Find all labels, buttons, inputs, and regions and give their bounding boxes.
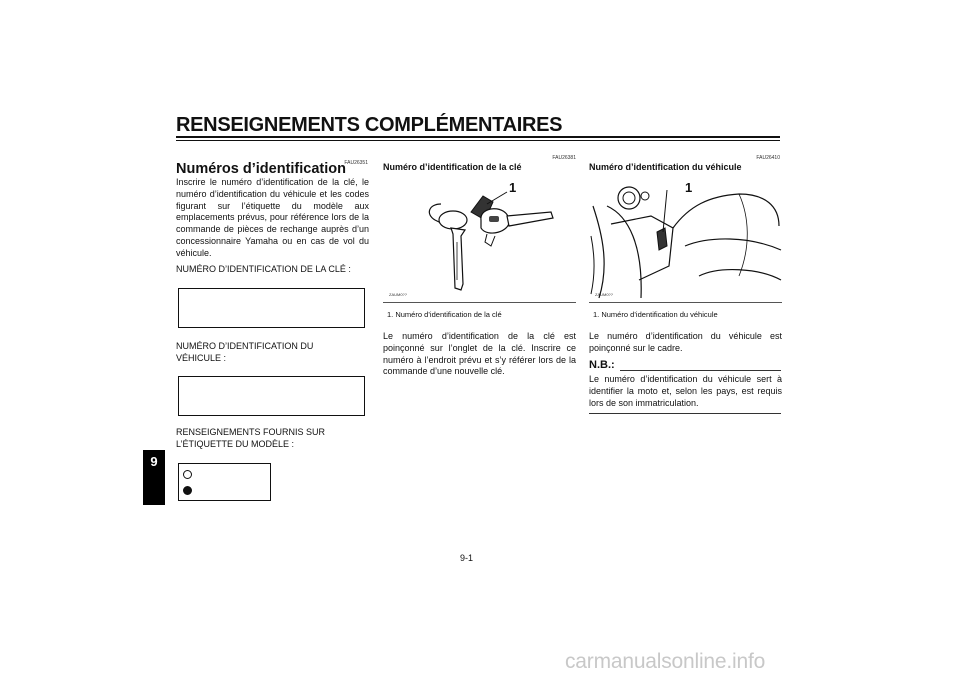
key-paragraph: Le numéro d’identification de la clé est poinçonné sur l’onglet de la clé. Inscrire ce numéro à l’endroit prévu et s’y référer lors de la commande d’une nouvelle clé. — [383, 331, 576, 377]
empty-circle-icon — [183, 470, 192, 479]
vehicle-number-label: NUMÉRO D’IDENTIFICATION DU — [176, 341, 314, 351]
section-code: FAU26381 — [552, 155, 576, 161]
key-number-label: NUMÉRO D’IDENTIFICATION DE LA CLÉ : — [176, 264, 351, 274]
nb-end-rule — [589, 413, 781, 414]
section-heading: Numéros d’identification — [176, 161, 346, 177]
nb-rule — [620, 370, 781, 371]
vehicle-figure — [589, 176, 782, 300]
section-heading: Numéro d’identification du véhicule — [589, 162, 742, 172]
figure-caption: 1. Numéro d’identification du véhicule — [593, 310, 718, 319]
nb-text: Le numéro d’identification du véhicule sert à identifier la moto et, selon les pays, est requis lors de son immatriculation. — [589, 374, 782, 408]
watermark[interactable]: carmanualsonline.info — [565, 650, 766, 673]
title-rule — [176, 136, 780, 138]
figure-code: ZAUM0?? — [595, 292, 614, 297]
vehicle-paragraph: Le numéro d’identification du véhicule est poinçonné sur le cadre. — [589, 331, 782, 353]
chapter-tab: 9 — [143, 450, 165, 505]
page-title: RENSEIGNEMENTS COMPLÉMENTAIRES — [176, 114, 563, 136]
model-label-2: L’ÉTIQUETTE DU MODÈLE : — [176, 439, 295, 449]
intro-paragraph: Inscrire le numéro d’identification de la clé, le numéro d’identification du véhicule et les codes figurant sur l’étiquette du modèle aux emplacements prévus, pour référence lors de la commande de pièces de rechange auprès d’un concessionnaire Yamaha ou en cas de vol du véhicule. — [176, 177, 369, 258]
figure-callout: 1 — [509, 180, 517, 195]
key-illustration — [383, 176, 576, 300]
caption-rule — [383, 302, 576, 303]
model-label: RENSEIGNEMENTS FOURNIS SUR — [176, 427, 326, 437]
vehicle-number-label-2: VÉHICULE : — [176, 353, 227, 363]
model-label-box[interactable] — [178, 463, 271, 501]
figure-callout: 1 — [685, 180, 693, 195]
key-figure — [383, 176, 576, 300]
caption-rule — [589, 302, 782, 303]
section-code: FAU26410 — [756, 155, 780, 161]
nb-label: N.B.: — [589, 359, 615, 371]
figure-caption: 1. Numéro d’identification de la clé — [387, 310, 502, 319]
section-heading: Numéro d’identification de la clé — [383, 162, 522, 172]
figure-code: ZAUM0?? — [389, 292, 408, 297]
vehicle-number-box[interactable] — [178, 376, 365, 416]
section-code: FAU26351 — [344, 160, 368, 166]
title-rule-thin — [176, 140, 780, 141]
filled-circle-icon — [183, 486, 192, 495]
page-number: 9-1 — [460, 553, 474, 563]
key-number-box[interactable] — [178, 288, 365, 328]
